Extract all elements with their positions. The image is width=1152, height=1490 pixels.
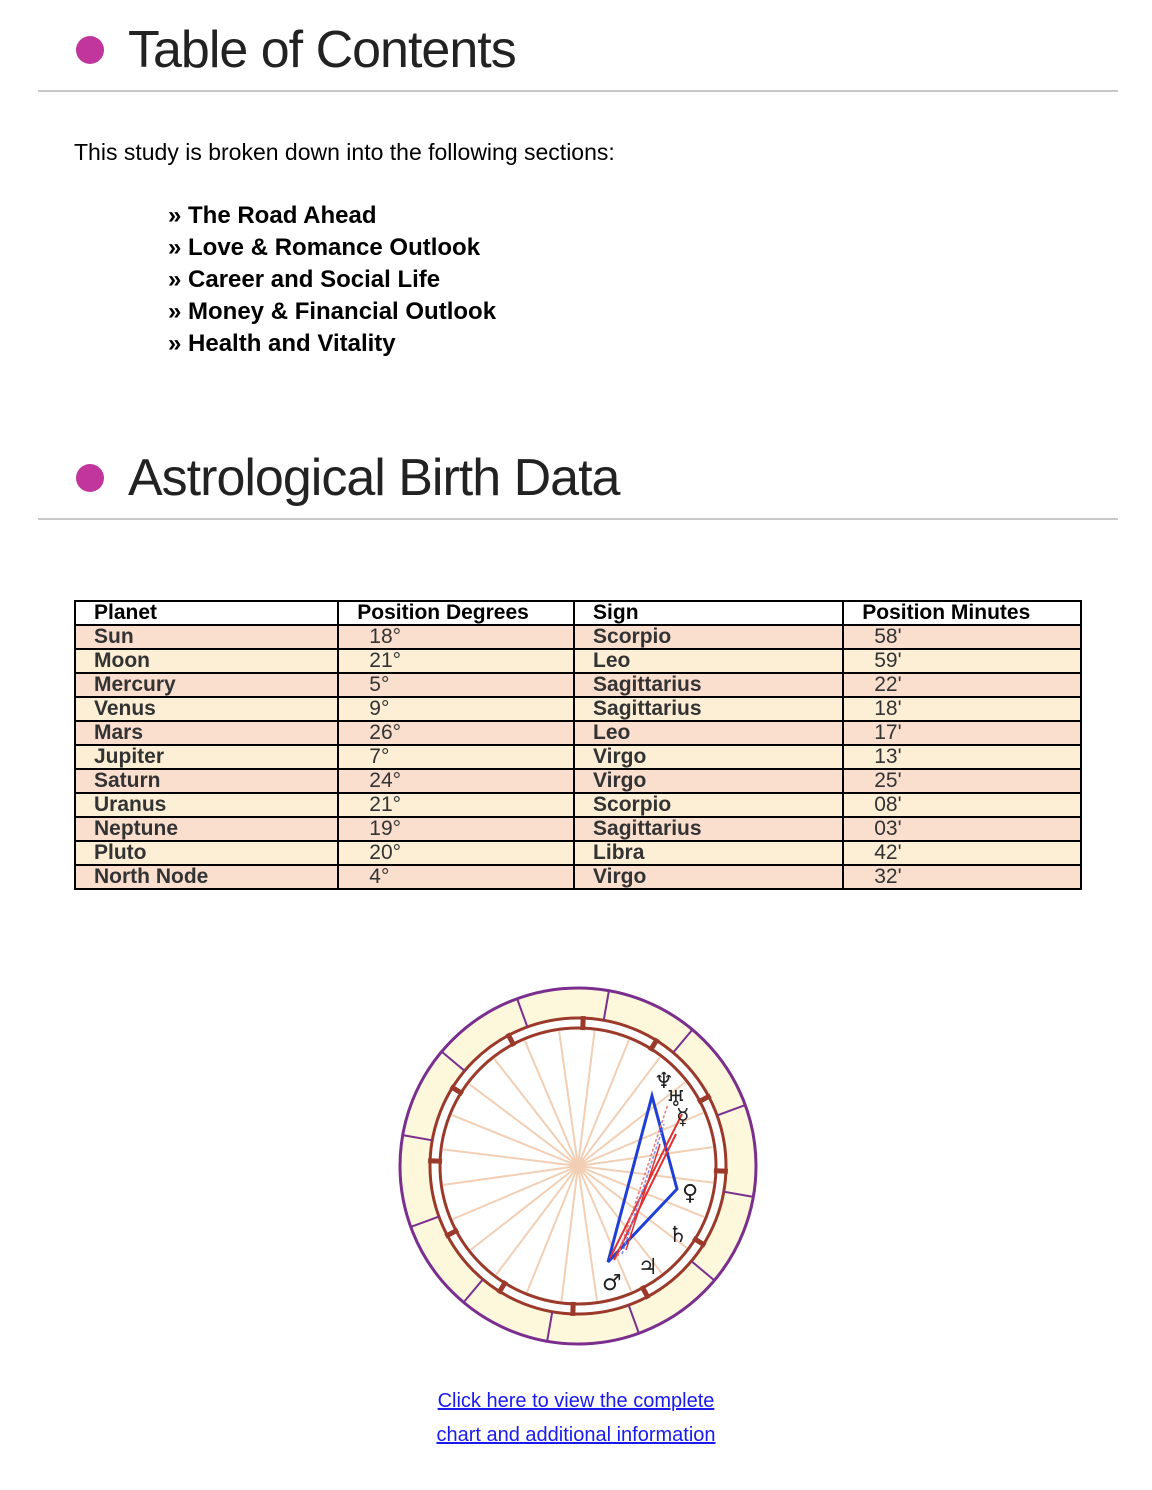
column-header: Sign xyxy=(574,601,843,625)
table-cell: Jupiter xyxy=(75,745,338,769)
table-cell: 7° xyxy=(338,745,574,769)
table-cell: Leo xyxy=(574,649,843,673)
table-cell: 32' xyxy=(843,865,1081,889)
table-cell: 18° xyxy=(338,625,574,649)
divider xyxy=(38,518,1118,520)
toc-item: » Money & Financial Outlook xyxy=(168,298,497,325)
uranus-glyph-icon: ♅ xyxy=(666,1087,686,1112)
section-title: Astrological Birth Data xyxy=(128,449,620,507)
toc-item: » The Road Ahead xyxy=(168,202,377,229)
table-cell: 21° xyxy=(338,649,574,673)
table-cell: Scorpio xyxy=(574,625,843,649)
saturn-glyph-icon: ♄ xyxy=(668,1223,688,1248)
table-cell: Saturn xyxy=(75,769,338,793)
intro-text: This study is broken down into the following sections: xyxy=(74,139,615,165)
birth-data-header xyxy=(38,448,1118,508)
table-row xyxy=(75,721,1081,745)
table-cell: 26° xyxy=(338,721,574,745)
table-row xyxy=(75,793,1081,817)
table-row xyxy=(75,673,1081,697)
table-cell: Mars xyxy=(75,721,338,745)
column-header: Planet xyxy=(75,601,338,625)
table-cell: 20° xyxy=(338,841,574,865)
table-cell: 25' xyxy=(843,769,1081,793)
table-cell: 5° xyxy=(338,673,574,697)
venus-glyph-icon: ♀ xyxy=(682,1181,699,1206)
table-cell: 18' xyxy=(843,697,1081,721)
table-cell: 4° xyxy=(338,865,574,889)
table-row xyxy=(75,697,1081,721)
birth-data-table xyxy=(74,600,1082,890)
toc-item: » Health and Vitality xyxy=(168,330,396,357)
table-cell: Moon xyxy=(75,649,338,673)
table-cell: 03' xyxy=(843,817,1081,841)
table-cell: 19° xyxy=(338,817,574,841)
table-cell: Sun xyxy=(75,625,338,649)
column-header: Position Degrees xyxy=(338,601,574,625)
table-row xyxy=(75,625,1081,649)
table-row xyxy=(75,649,1081,673)
neptune-glyph-icon: ♆ xyxy=(654,1069,674,1094)
table-cell: Leo xyxy=(574,721,843,745)
table-cell: 22' xyxy=(843,673,1081,697)
table-cell: Pluto xyxy=(75,841,338,865)
table-row xyxy=(75,841,1081,865)
mars-glyph-icon: ♂ xyxy=(602,1271,622,1296)
table-row xyxy=(75,865,1081,889)
divider xyxy=(38,90,1118,92)
column-header: Position Minutes xyxy=(843,601,1081,625)
table-cell: Virgo xyxy=(574,769,843,793)
table-cell: Mercury xyxy=(75,673,338,697)
table-cell: Libra xyxy=(574,841,843,865)
birth-chart-wheel xyxy=(396,984,760,1348)
table-cell: Venus xyxy=(75,697,338,721)
table-cell: 13' xyxy=(843,745,1081,769)
table-header-row xyxy=(75,601,1081,625)
table-cell: Uranus xyxy=(75,793,338,817)
table-row xyxy=(75,745,1081,769)
table-cell: Virgo xyxy=(574,745,843,769)
table-row xyxy=(75,769,1081,793)
table-cell: Sagittarius xyxy=(574,817,843,841)
table-cell: Sagittarius xyxy=(574,697,843,721)
table-cell: 42' xyxy=(843,841,1081,865)
table-body xyxy=(75,625,1081,889)
table-cell: 58' xyxy=(843,625,1081,649)
view-chart-link[interactable]: Click here to view the complete xyxy=(437,1390,715,1412)
table-cell: 59' xyxy=(843,649,1081,673)
toc-item: » Love & Romance Outlook xyxy=(168,234,481,261)
bullet-dot-icon xyxy=(76,36,104,64)
table-cell: 9° xyxy=(338,697,574,721)
table-cell: North Node xyxy=(75,865,338,889)
view-chart-link[interactable]: chart and additional information xyxy=(436,1424,716,1446)
toc-list xyxy=(168,200,496,360)
table-row xyxy=(75,817,1081,841)
section-title: Table of Contents xyxy=(128,21,516,79)
mercury-glyph-icon: ☿ xyxy=(676,1105,690,1130)
table-cell: 17' xyxy=(843,721,1081,745)
table-cell: 21° xyxy=(338,793,574,817)
table-cell: 08' xyxy=(843,793,1081,817)
table-cell: Sagittarius xyxy=(574,673,843,697)
table-cell: Neptune xyxy=(75,817,338,841)
table-cell: Virgo xyxy=(574,865,843,889)
table-cell: Scorpio xyxy=(574,793,843,817)
toc-item: » Career and Social Life xyxy=(168,266,441,293)
jupiter-glyph-icon: ♃ xyxy=(638,1255,658,1280)
bullet-dot-icon xyxy=(76,464,104,492)
table-cell: 24° xyxy=(338,769,574,793)
toc-header xyxy=(38,20,1118,80)
